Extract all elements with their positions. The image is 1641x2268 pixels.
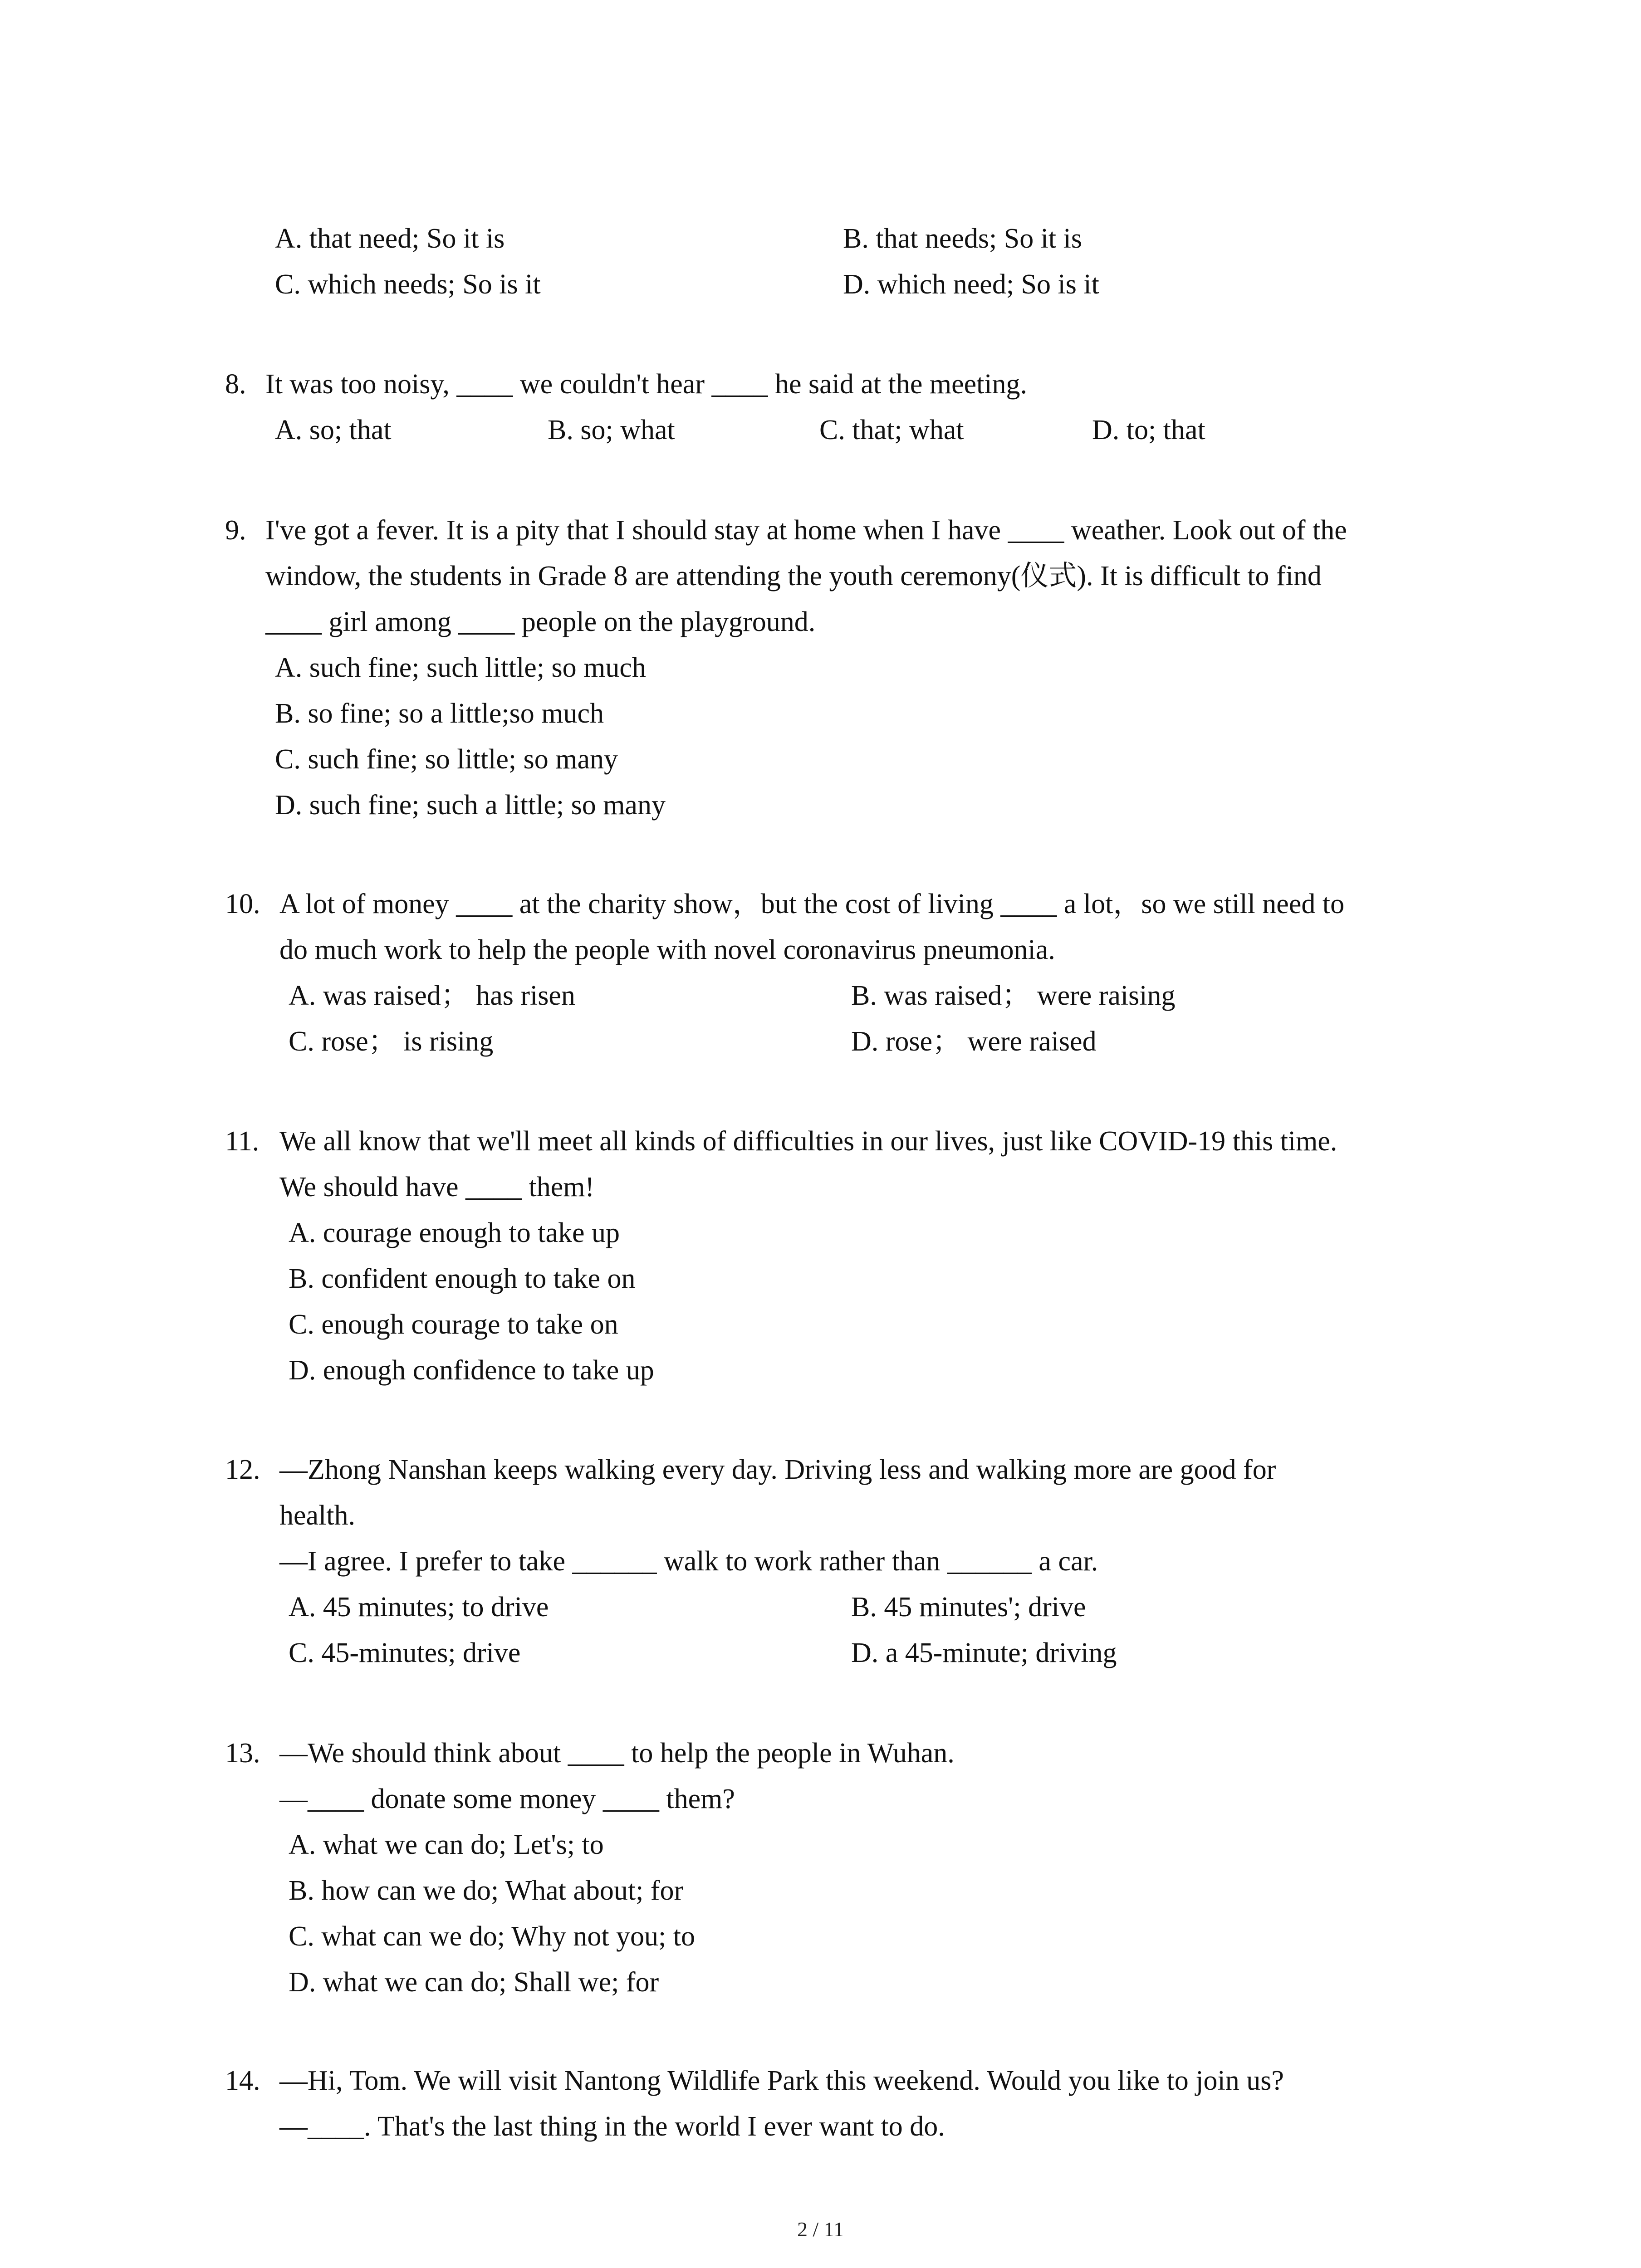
question-number: 8. — [225, 369, 246, 400]
option: A. what we can do; Let's; to — [289, 1829, 604, 1860]
question-number: 11. — [225, 1126, 260, 1157]
page-number: 2 / 11 — [797, 2218, 844, 2241]
option: B. that needs; So it is — [843, 223, 1082, 254]
option: A. such fine; such little; so much — [275, 652, 646, 683]
option: C. enough courage to take on — [289, 1309, 618, 1340]
question-stem: It was too noisy, ____ we couldn't hear ____ he said at the meeting. — [265, 369, 1028, 400]
option: D. a 45-minute; driving — [851, 1637, 1117, 1668]
option: C. 45-minutes; drive — [289, 1637, 521, 1668]
question-12 — [0, 1447, 1641, 1676]
question-7-options — [0, 216, 1641, 308]
question-13 — [0, 1730, 1641, 2005]
question-stem-line: —We should think about ____ to help the people in Wuhan. — [279, 1738, 955, 1769]
question-stem-line: —Hi, Tom. We will visit Nantong Wildlife Park this weekend. Would you like to join us? — [279, 2065, 1284, 2096]
question-stem-line: do much work to help the people with novel coronavirus pneumonia. — [279, 934, 1055, 965]
option: C. such fine; so little; so many — [275, 744, 618, 775]
option: A. so; that — [275, 415, 392, 445]
question-stem-line: —Zhong Nanshan keeps walking every day. Driving less and walking more are good for — [279, 1454, 1276, 1485]
option: B. was raised； were raising — [851, 980, 1176, 1011]
option: B. 45 minutes'; drive — [851, 1592, 1086, 1623]
option: B. how can we do; What about; for — [289, 1875, 684, 1906]
option: A. that need; So it is — [275, 223, 505, 254]
option: A. courage enough to take up — [289, 1217, 620, 1248]
question-stem-line: health. — [279, 1500, 355, 1531]
question-number: 12. — [225, 1454, 260, 1485]
question-stem-line: window, the students in Grade 8 are attending the youth ceremony(仪式). It is difficult to find — [265, 561, 1322, 591]
question-stem-line: We should have ____ them! — [279, 1172, 595, 1202]
option: B. so fine; so a little;so much — [275, 698, 604, 729]
option: C. which needs; So is it — [275, 269, 541, 300]
option: C. that; what — [819, 415, 964, 445]
option: D. rose； were raised — [851, 1026, 1097, 1057]
question-stem-line: —I agree. I prefer to take ______ walk to work rather than ______ a car. — [279, 1546, 1098, 1577]
question-stem-line: We all know that we'll meet all kinds of difficulties in our lives, just like COVID-19 this time. — [279, 1126, 1337, 1157]
question-14 — [0, 2058, 1641, 2150]
option: A. was raised； has risen — [289, 980, 575, 1011]
question-number: 9. — [225, 515, 246, 546]
option: D. enough confidence to take up — [289, 1355, 654, 1386]
option: D. which need; So is it — [843, 269, 1099, 300]
question-8 — [0, 362, 1641, 453]
question-10 — [0, 881, 1641, 1065]
question-number: 13. — [225, 1738, 260, 1769]
question-number: 10. — [225, 889, 260, 919]
question-stem-line: A lot of money ____ at the charity show，but the cost of living ____ a lot，so we still need to — [279, 889, 1345, 919]
question-stem-line: —____ donate some money ____ them? — [279, 1784, 735, 1814]
question-stem-line: I've got a fever. It is a pity that I should stay at home when I have ____ weather. Look out of the — [265, 515, 1347, 546]
question-number: 14. — [225, 2065, 260, 2096]
option: D. what we can do; Shall we; for — [289, 1967, 659, 1998]
option: B. confident enough to take on — [289, 1263, 636, 1294]
option: B. so; what — [548, 415, 675, 445]
option: D. to; that — [1092, 415, 1205, 445]
option: A. 45 minutes; to drive — [289, 1592, 549, 1623]
question-9 — [0, 508, 1641, 828]
option: C. rose； is rising — [289, 1026, 494, 1057]
question-stem-line: —____. That's the last thing in the world I ever want to do. — [279, 2111, 945, 2142]
question-11 — [0, 1119, 1641, 1393]
option: D. such fine; such a little; so many — [275, 790, 666, 821]
option: C. what can we do; Why not you; to — [289, 1921, 696, 1952]
question-stem-line: ____ girl among ____ people on the playground. — [265, 606, 816, 637]
